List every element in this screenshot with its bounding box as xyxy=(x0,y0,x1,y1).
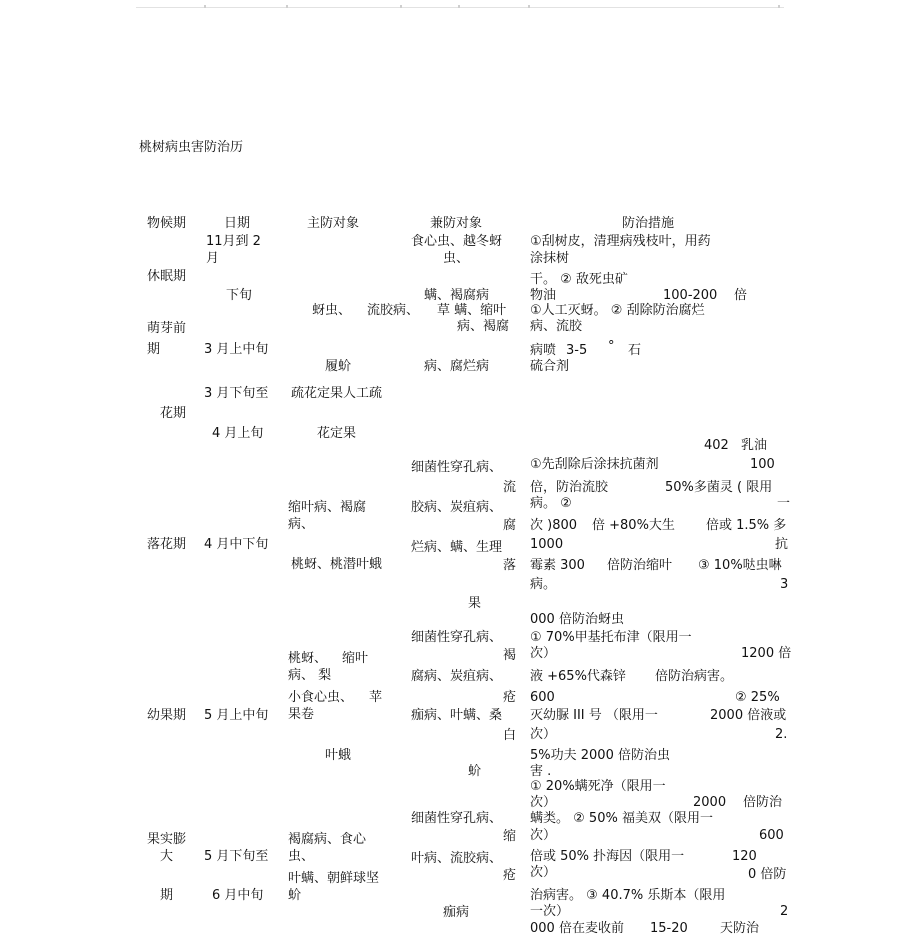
measure-line: 治病害。 ③ 40.7% 乐斯本（限用 xyxy=(530,888,726,903)
secondary-target-cell: 螨、褐腐病 xyxy=(424,288,490,303)
header-period: 物候期 xyxy=(147,216,187,231)
date-cell: 3 月下旬至 xyxy=(204,386,269,401)
main-target-cell: 褐腐病、食心 xyxy=(288,832,367,847)
measure-line: 2 xyxy=(780,904,789,919)
period-cell: 期 xyxy=(147,342,161,357)
main-target-cell: 果卷 xyxy=(288,707,315,722)
measure-line: 病。 xyxy=(530,577,557,592)
secondary-target-cell: 痂病 xyxy=(443,905,470,920)
measure-line: 3-5 xyxy=(566,343,588,358)
top-rule-tick xyxy=(286,5,288,8)
secondary-target-cell: 草 螨、缩叶 xyxy=(437,303,507,318)
measure-line: 抗 xyxy=(775,537,789,552)
measure-line: 次） xyxy=(530,828,557,843)
secondary-target-cell: 疮 xyxy=(503,868,517,883)
secondary-target-cell: 烂病、螨、生理 xyxy=(411,540,503,555)
secondary-target-cell: 腐病、炭疽病、 xyxy=(411,669,503,684)
secondary-target-cell: 白 xyxy=(503,728,517,743)
measure-line: 3 xyxy=(780,577,789,592)
measure-line: 乳油 xyxy=(741,438,768,453)
measure-line: 倍 xyxy=(734,288,748,303)
main-target-cell: 叶蛾 xyxy=(325,748,352,763)
date-cell: 4 月中下旬 xyxy=(204,537,269,552)
measure-line: 2000 xyxy=(693,795,727,810)
measure-line: 倍 +80%大生 xyxy=(592,518,675,533)
period-cell: 大 xyxy=(160,849,174,864)
measure-line: 0 倍防 xyxy=(748,867,787,882)
secondary-target-cell: 缩 xyxy=(503,829,517,844)
date-cell: 下旬 xyxy=(226,288,253,303)
main-target-cell: 花定果 xyxy=(317,426,357,441)
main-target-cell: 病、 xyxy=(288,517,315,532)
main-target-cell: 流胶病、 xyxy=(367,303,420,318)
date-cell: 月 xyxy=(206,251,220,266)
measure-line: 石 xyxy=(628,343,642,358)
header-date: 日期 xyxy=(224,216,251,231)
secondary-target-cell: 胶病、炭疽病、 xyxy=(411,500,503,515)
top-rule xyxy=(136,7,784,8)
measure-line: 霉素 300 xyxy=(530,558,585,573)
main-target-cell: 缩叶 xyxy=(342,651,369,666)
top-rule-tick xyxy=(458,5,460,8)
period-cell: 花期 xyxy=(160,406,187,421)
measure-line: 1200 倍 xyxy=(741,646,792,661)
main-target-cell: 履蚧 xyxy=(325,359,352,374)
date-cell: 5 月下旬至 xyxy=(204,849,269,864)
period-cell: 萌芽前 xyxy=(147,321,187,336)
measure-line: ①先刮除后涂抹抗菌剂 xyxy=(530,457,659,472)
measure-line: 害 . xyxy=(530,764,552,779)
top-rule-tick xyxy=(528,5,530,8)
secondary-target-cell: 流 xyxy=(503,480,517,495)
measure-line: ①人工灭蚜。 ② 刮除防治腐烂 xyxy=(530,303,705,318)
measure-line: 000 倍在麦收前 xyxy=(530,921,624,936)
measure-line: 病、流胶 xyxy=(530,319,583,334)
measure-line: 一次） xyxy=(530,904,570,919)
measure-line: 天防治 xyxy=(720,921,760,936)
measure-line: 病喷 xyxy=(530,343,557,358)
measure-line: 次） xyxy=(530,646,557,661)
period-cell: 落花期 xyxy=(147,537,187,552)
measure-line: 倍，防治流胶 xyxy=(530,480,609,495)
period-cell: 幼果期 xyxy=(147,708,187,723)
secondary-target-cell: 褐 xyxy=(503,648,517,663)
top-rule-tick xyxy=(204,5,206,8)
secondary-target-cell: 落 xyxy=(503,558,517,573)
date-cell: 4 月上旬 xyxy=(212,426,264,441)
measure-line: 1000 xyxy=(530,537,564,552)
measure-line: 一 xyxy=(777,496,791,511)
measure-line: 硫合剂 xyxy=(530,359,570,374)
measure-line: 干。 ② 敌死虫矿 xyxy=(530,272,628,287)
measure-line: 物油 xyxy=(530,288,557,303)
main-target-cell: 病、 梨 xyxy=(288,668,332,683)
secondary-target-cell: 病、腐烂病 xyxy=(424,359,490,374)
header-secondary-target: 兼防对象 xyxy=(430,216,483,231)
measure-line: 倍防治病害。 xyxy=(655,669,734,684)
main-target-cell: 蚜虫、 xyxy=(312,303,352,318)
secondary-target-cell: 腐 xyxy=(503,518,517,533)
measure-line: ° xyxy=(608,339,615,354)
period-cell: 果实膨 xyxy=(147,832,187,847)
measure-line: 120 xyxy=(732,849,757,864)
measure-line: ③ 10%哒虫啉 xyxy=(698,558,782,573)
secondary-target-cell: 痂病、叶螨、桑 xyxy=(411,708,503,723)
main-target-cell: 疏花定果人工疏 xyxy=(291,386,383,401)
measure-line: 600 xyxy=(530,690,555,705)
main-target-cell: 蚧 xyxy=(288,888,302,903)
main-target-cell: 虫、 xyxy=(288,849,315,864)
measure-line: 次） xyxy=(530,795,557,810)
secondary-target-cell: 叶病、流胶病、 xyxy=(411,851,503,866)
secondary-target-cell: 疮 xyxy=(503,690,517,705)
date-cell: 5 月上中旬 xyxy=(204,708,269,723)
secondary-target-cell: 虫、 xyxy=(443,251,470,266)
measure-line: 2000 倍液或 xyxy=(710,708,787,723)
measure-line: 次） xyxy=(530,727,557,742)
measure-line: 倍或 1.5% 多 xyxy=(706,518,787,533)
measure-line: 402 xyxy=(704,438,729,453)
measure-line: 100-200 xyxy=(663,288,718,303)
measure-line: 涂抹树 xyxy=(530,251,570,266)
measure-line: ① 20%螨死净（限用一 xyxy=(530,779,666,794)
secondary-target-cell: 细菌性穿孔病、 xyxy=(411,460,503,475)
measure-line: 灭幼脲 III 号 （限用一 xyxy=(530,708,658,723)
measure-line: 次 )800 xyxy=(530,518,578,533)
measure-line: 100 xyxy=(750,457,775,472)
measure-line: 600 xyxy=(759,828,784,843)
measure-line: 倍防治 xyxy=(743,795,783,810)
main-target-cell: 桃蚜、 xyxy=(288,651,328,666)
header-main-target: 主防对象 xyxy=(307,216,360,231)
page-title: 桃树病虫害防治历 xyxy=(139,140,244,155)
secondary-target-cell: 果 xyxy=(468,596,482,611)
measure-line: ② 25% xyxy=(735,690,780,705)
period-cell: 期 xyxy=(160,888,174,903)
secondary-target-cell: 细菌性穿孔病、 xyxy=(411,630,503,645)
measure-line: 15-20 xyxy=(650,921,688,936)
main-target-cell: 缩叶病、褐腐 xyxy=(288,500,367,515)
measure-line: 螨类。 ② 50% 福美双（限用一 xyxy=(530,811,713,826)
secondary-target-cell: 病、褐腐 xyxy=(457,319,510,334)
secondary-target-cell: 食心虫、越冬蚜 xyxy=(411,234,503,249)
main-target-cell: 叶螨、朝鲜球坚 xyxy=(288,871,380,886)
top-rule-tick xyxy=(778,5,780,8)
measure-line: 次） xyxy=(530,865,557,880)
top-rule-tick xyxy=(400,5,402,8)
measure-line: 50%多菌灵 ( 限用 xyxy=(665,480,773,495)
date-cell: 6 月中旬 xyxy=(212,888,264,903)
date-cell: 11月到 2 xyxy=(206,234,261,249)
measure-line: ①刮树皮，清理病残枝叶，用药 xyxy=(530,234,711,249)
measure-line: 病。 ② xyxy=(530,496,572,511)
main-target-cell: 桃蚜、桃潜叶蛾 xyxy=(291,557,383,572)
main-target-cell: 小食心虫、 xyxy=(288,690,354,705)
measure-line: 倍或 50% 扑海因（限用一 xyxy=(530,849,685,864)
secondary-target-cell: 蚧 xyxy=(468,764,482,779)
measure-line: 000 倍防治蚜虫 xyxy=(530,612,624,627)
secondary-target-cell: 细菌性穿孔病、 xyxy=(411,811,503,826)
main-target-cell: 苹 xyxy=(369,690,383,705)
header-measures: 防治措施 xyxy=(622,216,675,231)
measure-line: ① 70%甲基托布津（限用一 xyxy=(530,630,692,645)
date-cell: 3 月上中旬 xyxy=(204,342,269,357)
measure-line: 液 +65%代森锌 xyxy=(530,669,626,684)
measure-line: 2. xyxy=(775,727,788,742)
period-cell: 休眠期 xyxy=(147,269,187,284)
measure-line: 倍防治缩叶 xyxy=(607,558,673,573)
measure-line: 5%功夫 2000 倍防治虫 xyxy=(530,748,670,763)
